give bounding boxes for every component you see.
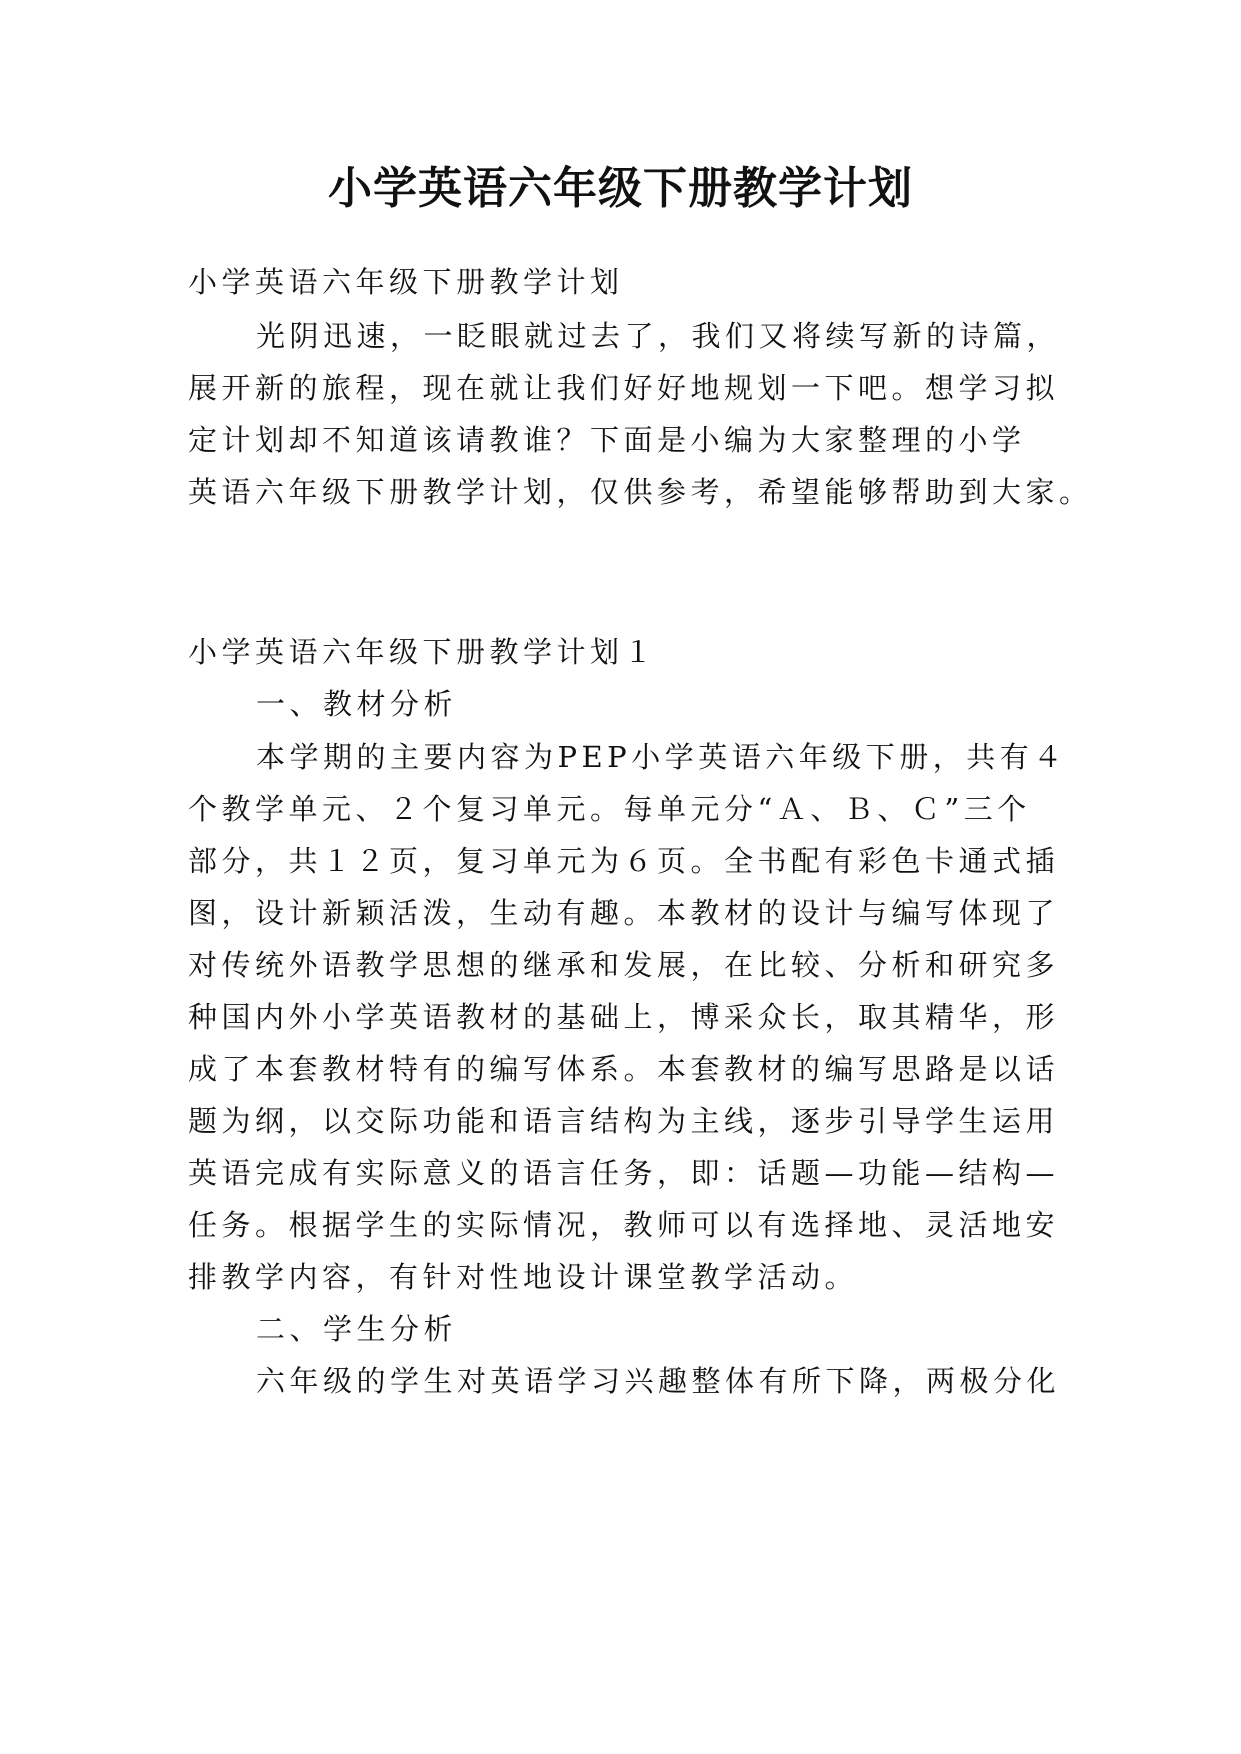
heading-student-analysis: 二、学生分析	[256, 1312, 458, 1346]
para-1-line-6: 种国内外小学英语教材的基础上，博采众长，取其精华，形	[188, 1000, 1060, 1034]
para-2-line-1: 六年级的学生对英语学习兴趣整体有所下降，两极分化	[256, 1364, 1061, 1398]
para-1-line-7: 成了本套教材特有的编写体系。本套教材的编写思路是以话	[188, 1052, 1060, 1086]
intro-line-2: 展开新的旅程，现在就让我们好好地规划一下吧。想学习拟	[188, 371, 1060, 405]
intro-line-1: 光阴迅速，一眨眼就过去了，我们又将续写新的诗篇，	[256, 319, 1061, 353]
para-1-line-5: 对传统外语教学思想的继承和发展，在比较、分析和研究多	[188, 948, 1060, 982]
heading-materials-analysis: 一、教材分析	[256, 687, 458, 721]
para-1-line-2: 个教学单元、２个复习单元。每单元分“Ａ、Ｂ、Ｃ”三个	[188, 792, 1031, 826]
document-subtitle: 小学英语六年级下册教学计划	[188, 265, 624, 299]
para-1-line-1: 本学期的主要内容为PEP小学英语六年级下册，共有４	[256, 740, 1067, 774]
para-1-line-11: 排教学内容，有针对性地设计课堂教学活动。	[188, 1260, 859, 1294]
page-title: 小学英语六年级下册教学计划	[328, 163, 913, 214]
para-1-line-8: 题为纲，以交际功能和语言结构为主线，逐步引导学生运用	[188, 1104, 1060, 1138]
para-1-line-10: 任务。根据学生的实际情况，教师可以有选择地、灵活地安	[188, 1208, 1060, 1242]
para-1-line-9: 英语完成有实际意义的语言任务，即：话题—功能—结构—	[188, 1156, 1060, 1190]
para-1-line-3: 部分，共１２页，复习单元为６页。全书配有彩色卡通式插	[188, 844, 1060, 878]
para-1-line-4: 图，设计新颖活泼，生动有趣。本教材的设计与编写体现了	[188, 896, 1060, 930]
section-title: 小学英语六年级下册教学计划１	[188, 635, 658, 669]
intro-line-3: 定计划却不知道该请教谁？下面是小编为大家整理的小学	[188, 423, 1026, 457]
intro-line-4: 英语六年级下册教学计划，仅供参考，希望能够帮助到大家。	[188, 475, 1093, 509]
